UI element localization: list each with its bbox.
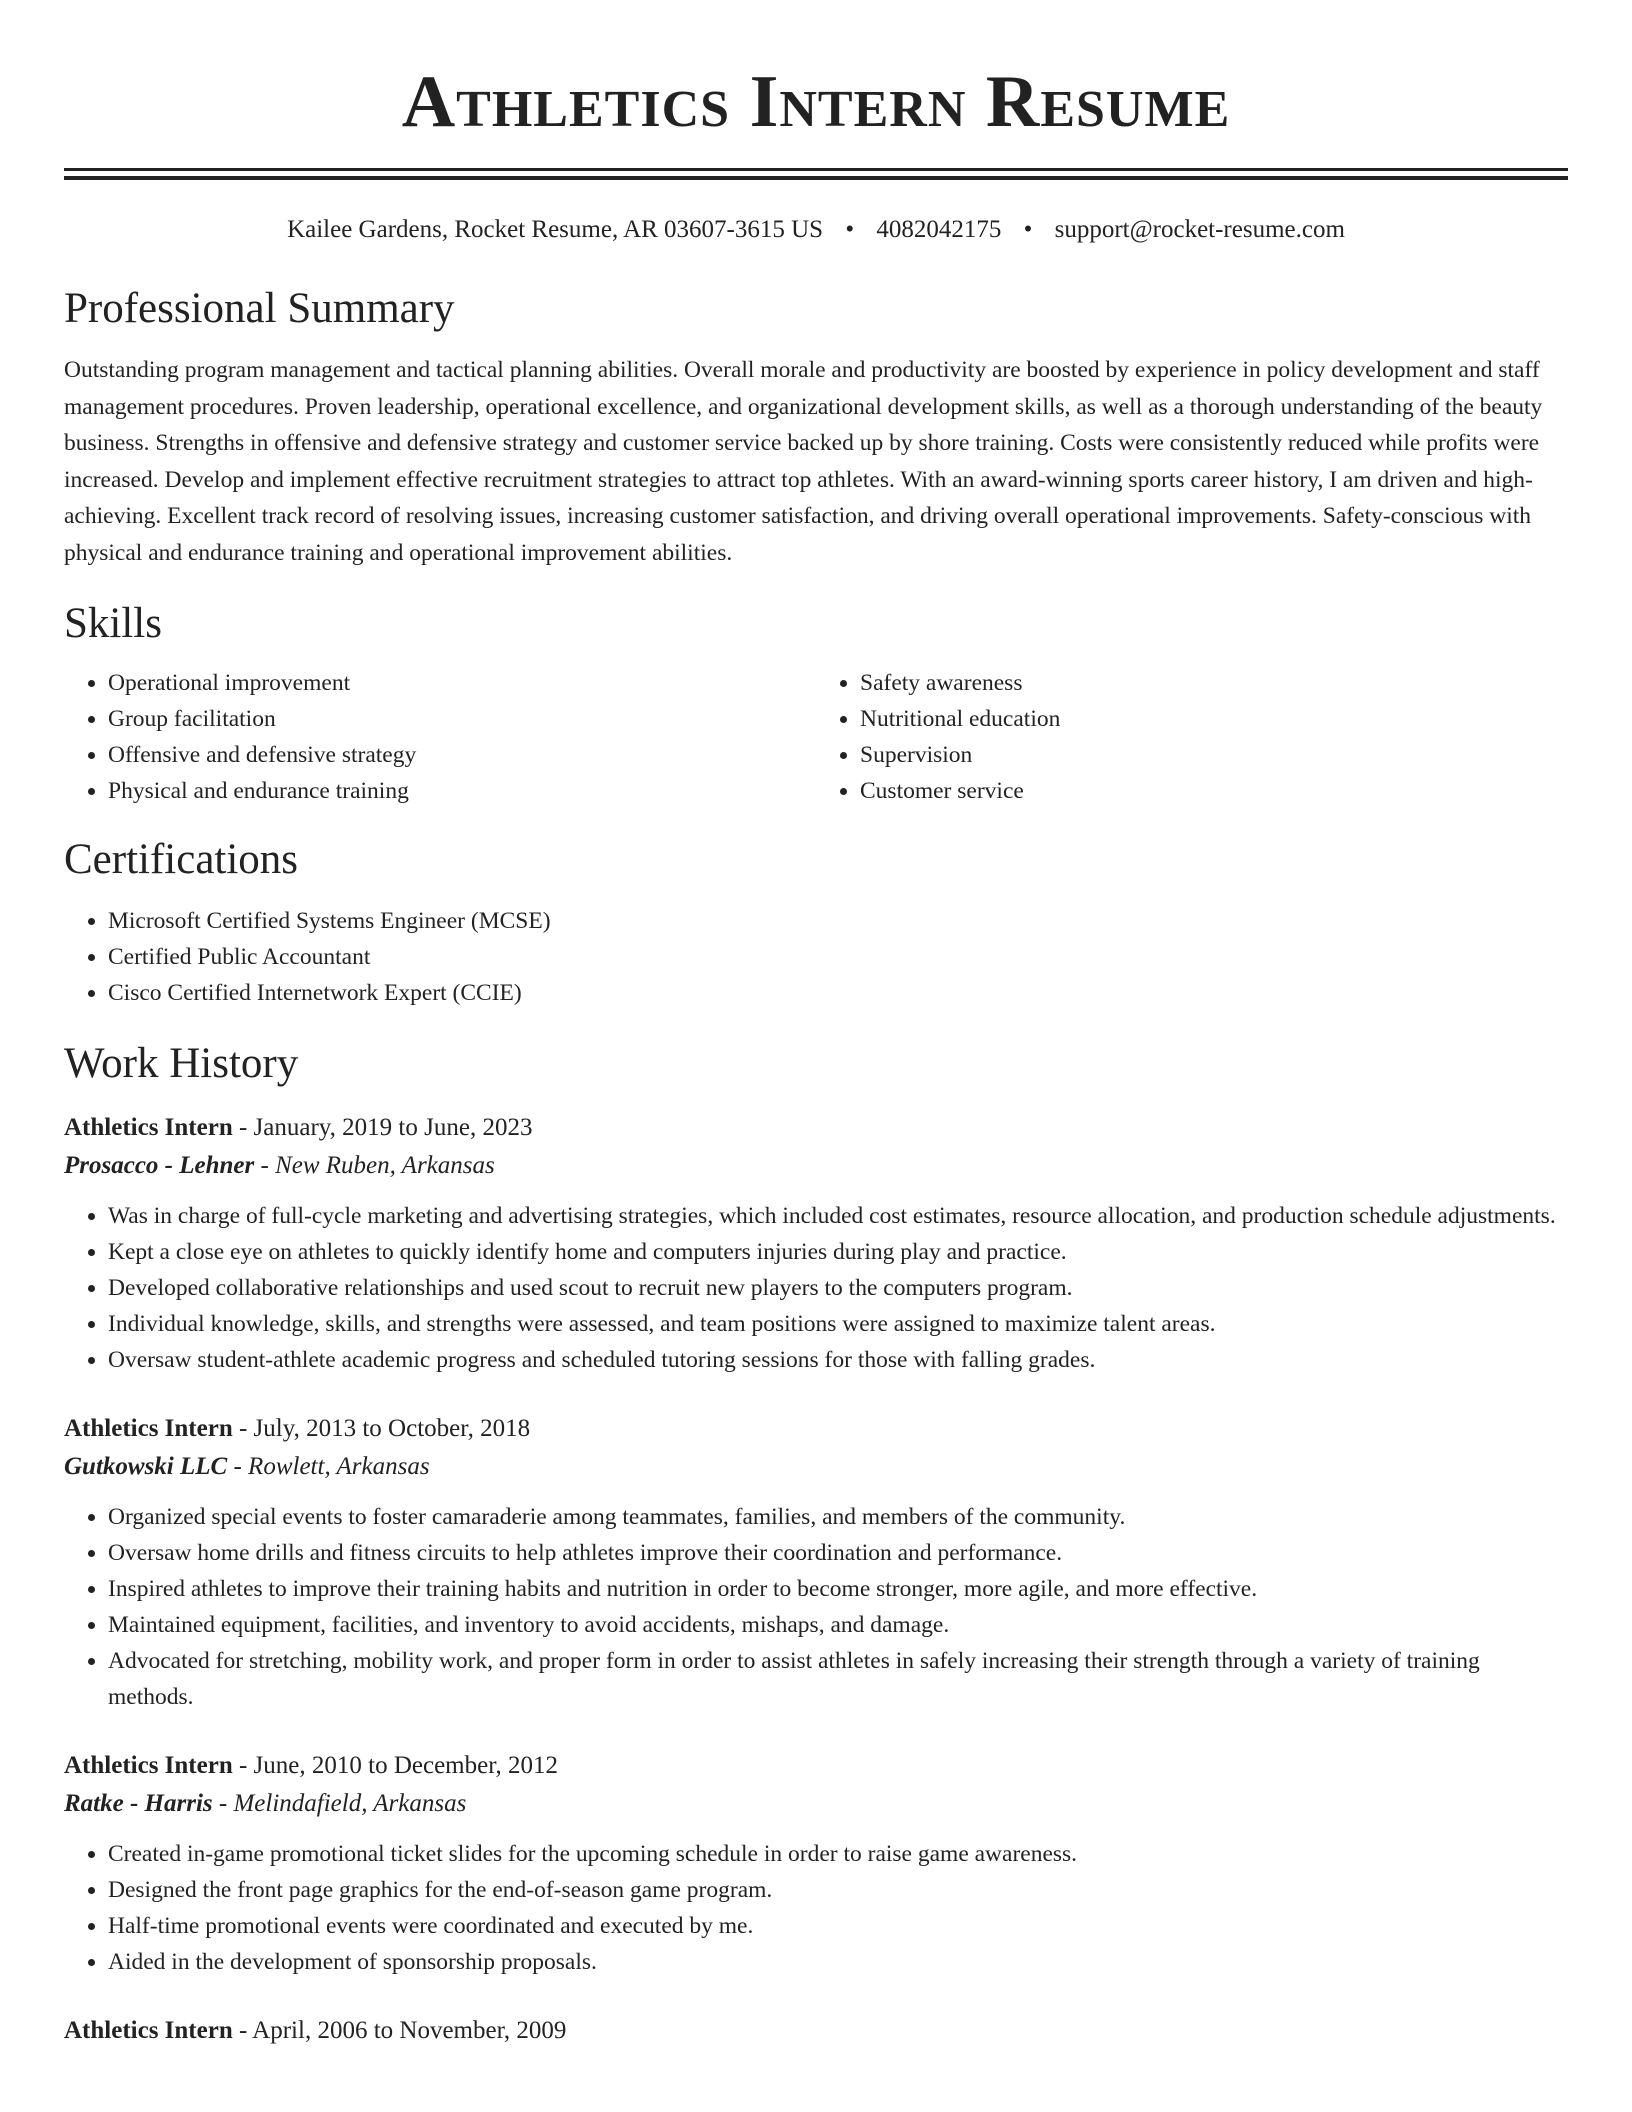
job-bullet: • Advocated for stretching, mobility work, and proper form in order to assist athletes in safely increasing their strength through a variety of training methods.	[108, 1643, 1568, 1715]
job-employer	[64, 1147, 1568, 1185]
job-entry	[64, 2012, 1568, 2050]
skill-item: • Physical and endurance training	[108, 773, 816, 809]
job-employer	[64, 1448, 1568, 1486]
title-divider-bottom	[64, 176, 1568, 180]
job-company: Gutkowski LLC	[64, 1453, 228, 1480]
job-dates: - January, 2019 to June, 2023	[232, 1114, 533, 1141]
certifications-list	[64, 903, 1568, 1011]
job-bullets	[64, 1836, 1568, 1980]
certification-item: • Certified Public Accountant	[108, 939, 1568, 975]
job-bullet: • Created in-game promotional ticket slides for the upcoming schedule in order to raise game awareness.	[108, 1836, 1568, 1872]
skills-list-left	[64, 665, 816, 809]
certification-item: • Microsoft Certified Systems Engineer (MCSE)	[108, 903, 1568, 939]
job-header	[64, 1410, 1568, 1448]
job-location: - New Ruben, Arkansas	[254, 1152, 495, 1179]
summary-heading: Professional Summary	[64, 285, 455, 332]
job-employer	[64, 1785, 1568, 1823]
job-role: Athletics Intern	[64, 1114, 233, 1141]
job-bullet: • Designed the front page graphics for the end-of-season game program.	[108, 1872, 1568, 1908]
summary-text: Outstanding program management and tactical planning abilities. Overall morale and productivity are boosted by experience in policy development and staff management procedures. Proven leadership, operational excellence, and organizational development skills, as well as a thorough understanding of the beauty business. Strengths in offensive and defensive strategy and customer service backed up by shore training. Costs were consistently reduced while profits were increased. Develop and implement effective recruitment strategies to attract top athletes. With an award-winning sports career history, I am driven and high-achieving. Excellent track record of resolving issues, increasing customer satisfaction, and driving overall operational improvements. Safety-conscious with physical and endurance training and operational improvement abilities.	[64, 357, 1543, 566]
job-header	[64, 2012, 1568, 2050]
job-entry	[64, 1747, 1568, 1980]
job-dates: - July, 2013 to October, 2018	[232, 1415, 531, 1442]
skill-item: • Operational improvement	[108, 665, 816, 701]
contact-separator: •	[845, 216, 855, 243]
job-dates: - June, 2010 to December, 2012	[232, 1752, 559, 1779]
job-entry	[64, 1410, 1568, 1715]
job-bullet: • Individual knowledge, skills, and strengths were assessed, and team positions were assigned to maximize talent areas.	[108, 1306, 1568, 1342]
job-header	[64, 1109, 1568, 1147]
job-role: Athletics Intern	[64, 1752, 233, 1779]
job-company: Ratke - Harris	[64, 1790, 213, 1817]
job-bullet: • Was in charge of full-cycle marketing and advertising strategies, which included cost estimates, resource allocation, and production schedule adjustments.	[108, 1198, 1568, 1234]
job-bullet: • Organized special events to foster camaraderie among teammates, families, and members of the community.	[108, 1499, 1568, 1535]
job-location: - Rowlett, Arkansas	[227, 1453, 430, 1480]
certification-item: • Cisco Certified Internetwork Expert (CCIE)	[108, 975, 1568, 1011]
job-company: Prosacco - Lehner	[64, 1152, 255, 1179]
skill-item: • Safety awareness	[860, 665, 1568, 701]
job-role: Athletics Intern	[64, 1415, 233, 1442]
skills-columns	[64, 665, 1568, 809]
job-bullet: • Oversaw home drills and fitness circuits to help athletes improve their coordination and performance.	[108, 1535, 1568, 1571]
job-role: Athletics Intern	[64, 2017, 233, 2044]
job-bullet: • Developed collaborative relationships and used scout to recruit new players to the computers program.	[108, 1270, 1568, 1306]
title-divider-top	[64, 168, 1568, 171]
job-entry	[64, 1109, 1568, 1378]
skills-list-right	[816, 665, 1568, 809]
skill-item: • Offensive and defensive strategy	[108, 737, 816, 773]
job-bullet: • Half-time promotional events were coordinated and executed by me.	[108, 1908, 1568, 1944]
contact-phone: 4082042175	[876, 216, 1002, 243]
contact-address: Kailee Gardens, Rocket Resume, AR 03607-3615 US	[287, 216, 824, 243]
resume-page	[64, 0, 1568, 2050]
job-bullet: • Inspired athletes to improve their training habits and nutrition in order to become stronger, more agile, and more effective.	[108, 1571, 1568, 1607]
skills-heading: Skills	[64, 600, 162, 647]
contact-line	[64, 214, 1568, 246]
skill-item: • Nutritional education	[860, 701, 1568, 737]
job-bullet: • Oversaw student-athlete academic progress and scheduled tutoring sessions for those with falling grades.	[108, 1342, 1568, 1378]
job-bullet: • Maintained equipment, facilities, and inventory to avoid accidents, mishaps, and damage.	[108, 1607, 1568, 1643]
work-history-heading: Work History	[64, 1040, 299, 1087]
job-header	[64, 1747, 1568, 1785]
job-bullet: • Kept a close eye on athletes to quickly identify home and computers injuries during play and practice.	[108, 1234, 1568, 1270]
job-dates: - April, 2006 to November, 2009	[232, 2017, 567, 2044]
resume-title: Athletics Intern Resume	[401, 61, 1231, 143]
certifications-heading: Certifications	[64, 836, 299, 883]
skill-item: • Group facilitation	[108, 701, 816, 737]
job-location: - Melindafield, Arkansas	[212, 1790, 467, 1817]
contact-email: support@rocket-resume.com	[1054, 216, 1345, 243]
job-bullet: • Aided in the development of sponsorship proposals.	[108, 1944, 1568, 1980]
job-bullets	[64, 1198, 1568, 1378]
job-bullets	[64, 1499, 1568, 1715]
contact-separator: •	[1023, 216, 1033, 243]
skill-item: • Supervision	[860, 737, 1568, 773]
skill-item: • Customer service	[860, 773, 1568, 809]
